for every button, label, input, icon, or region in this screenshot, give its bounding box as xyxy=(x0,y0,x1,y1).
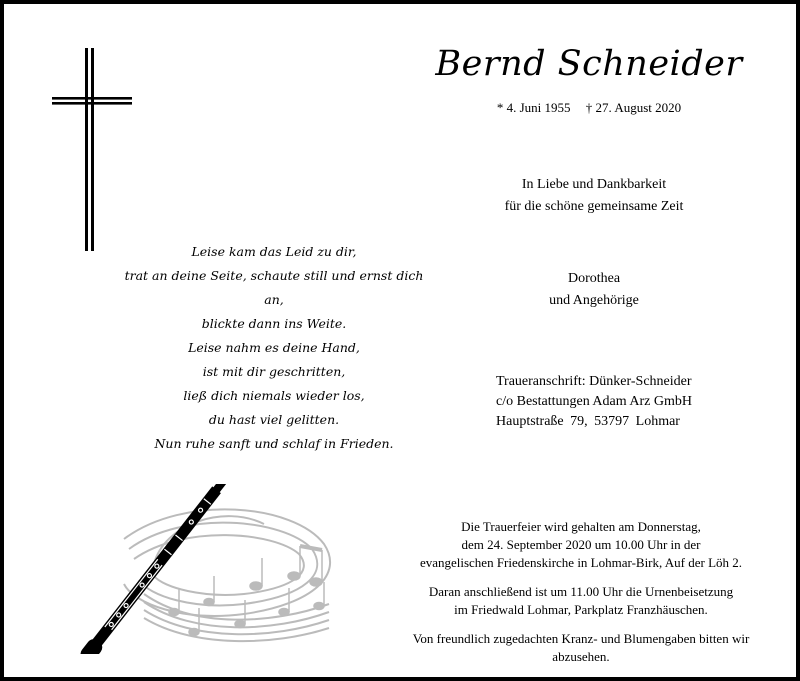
death-date: † 27. August 2020 xyxy=(585,100,682,115)
mourner-line: und Angehörige xyxy=(549,293,639,308)
burial-line: Daran anschließend ist um 11.00 Uhr die Urnenbeisetzung xyxy=(428,584,734,599)
clarinet-music-icon xyxy=(44,484,344,654)
poem xyxy=(114,240,434,456)
ceremony-line: dem 24. September 2020 um 10.00 Uhr in der xyxy=(461,537,701,552)
ceremony-line: Die Trauerfeier wird gehalten am Donnerstag, xyxy=(461,519,701,534)
flowers-note xyxy=(392,630,770,666)
address-line: Traueranschrift: Dünker-Schneider xyxy=(496,374,692,389)
ceremony-line: evangelischen Friedenskirche in Lohmar-Birk, Auf der Löh 2. xyxy=(419,555,743,570)
address-line: c/o Bestattungen Adam Arz GmbH xyxy=(496,394,692,409)
burial-line: im Friedwald Lohmar, Parkplatz Franzhäuschen. xyxy=(454,602,708,617)
burial-paragraph xyxy=(392,583,770,619)
flowers-line: Von freundlich zugedachten Kranz- und Blumengaben bitten wir abzusehen. xyxy=(412,631,750,664)
poem-line: blickte dann ins Weite. xyxy=(201,316,347,331)
poem-line: Leise kam das Leid zu dir, xyxy=(191,244,357,259)
ceremony-details xyxy=(392,518,770,677)
dedication xyxy=(444,174,744,218)
dedication-line: für die schöne gemeinsame Zeit xyxy=(504,199,684,214)
mourners xyxy=(444,268,744,312)
birth-date: * 4. Juni 1955 xyxy=(496,100,571,115)
address-line: Hauptstraße 79, 53797 Lohmar xyxy=(496,414,680,429)
deceased-name: Bernd Schneider xyxy=(435,44,743,84)
poem-line: Nun ruhe sanft und schlaf in Frieden. xyxy=(154,436,394,451)
poem-line: trat an deine Seite, schaute still und ernst dich an, xyxy=(124,268,424,307)
poem-line: du hast viel gelitten. xyxy=(208,412,340,427)
mourner-line: Dorothea xyxy=(567,271,621,286)
poem-line: Leise nahm es deine Hand, xyxy=(188,340,360,355)
poem-line: ließ dich niemals wieder los, xyxy=(183,388,365,403)
life-dates xyxy=(424,100,754,116)
ceremony-paragraph xyxy=(392,518,770,572)
mourning-address xyxy=(496,372,692,432)
dedication-line: In Liebe und Dankbarkeit xyxy=(521,177,667,192)
cross-icon xyxy=(52,48,132,253)
poem-line: ist mit dir geschritten, xyxy=(202,364,346,379)
